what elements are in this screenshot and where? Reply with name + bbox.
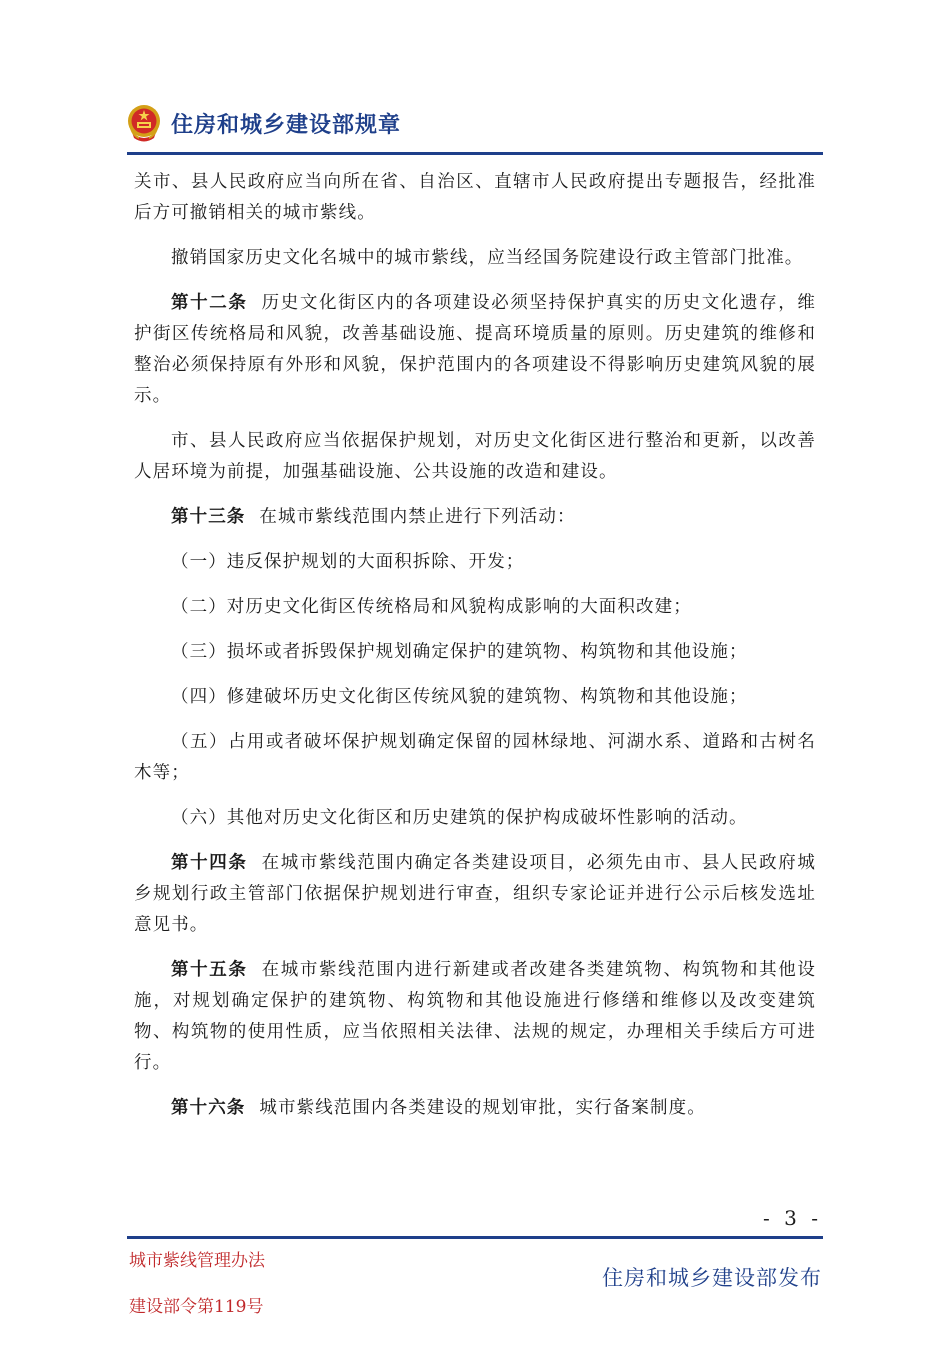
footer-publisher: 住房和城乡建设部发布 bbox=[602, 1266, 822, 1290]
paragraph-text: 市、县人民政府应当依据保护规划，对历史文化街区进行整治和更新，以改善人居环境为前提，加强基础设施、公共设施的改造和建设。 bbox=[134, 431, 816, 482]
paragraph bbox=[134, 1093, 816, 1124]
paragraph-text: 在城市紫线范围内进行新建或者改建各类建筑物、构筑物和其他设施，对规划确定保护的建筑物、构筑物和其他设施进行修缮和维修以及改变建筑物、构筑物的使用性质，应当依照相关法律、法规的规定，办理相关手续后方可进行。 bbox=[134, 960, 816, 1073]
paragraph-text: 撤销国家历史文化名城中的城市紫线，应当经国务院建设行政主管部门批准。 bbox=[171, 248, 804, 268]
paragraph bbox=[134, 288, 816, 412]
article-number: 第十三条 bbox=[171, 507, 246, 527]
national-emblem-icon bbox=[127, 104, 161, 142]
document-body bbox=[134, 167, 816, 1138]
page-number: - 3 - bbox=[763, 1206, 822, 1230]
paragraph bbox=[134, 803, 816, 834]
paragraph-text: （一）违反保护规划的大面积拆除、开发； bbox=[171, 552, 525, 572]
article-number: 第十二条 bbox=[171, 293, 248, 313]
article-number: 第十五条 bbox=[171, 960, 248, 980]
paragraph bbox=[134, 547, 816, 578]
paragraph-text: （五）占用或者破坏保护规划确定保留的园林绿地、河湖水系、道路和古树名木等； bbox=[134, 732, 816, 783]
article-number: 第十六条 bbox=[171, 1098, 246, 1118]
footer-doc-title: 城市紫线管理办法 bbox=[129, 1251, 265, 1271]
paragraph-text: 历史文化街区内的各项建设必须坚持保护真实的历史文化遗存，维护街区传统格局和风貌，改善基础设施、提高环境质量的原则。历史建筑的维修和整治必须保持原有外形和风貌，保护范围内的各项建设不得影响历史建筑风貌的展示。 bbox=[134, 293, 816, 406]
paragraph bbox=[134, 637, 816, 668]
paragraph-text: （六）其他对历史文化街区和历史建筑的保护构成破坏性影响的活动。 bbox=[171, 808, 748, 828]
paragraph bbox=[134, 167, 816, 229]
footer-divider bbox=[127, 1236, 823, 1239]
paragraph bbox=[134, 848, 816, 941]
paragraph-text: 关市、县人民政府应当向所在省、自治区、直辖市人民政府提出专题报告，经批准后方可撤销相关的城市紫线。 bbox=[134, 172, 816, 223]
page-header bbox=[127, 104, 823, 158]
paragraph bbox=[134, 592, 816, 623]
paragraph bbox=[134, 502, 816, 533]
paragraph bbox=[134, 682, 816, 713]
paragraph bbox=[134, 727, 816, 789]
paragraph bbox=[134, 955, 816, 1079]
paragraph-text: （二）对历史文化街区传统格局和风貌构成影响的大面积改建； bbox=[171, 597, 692, 617]
header-title: 住房和城乡建设部规章 bbox=[171, 113, 402, 138]
article-number: 第十四条 bbox=[171, 853, 248, 873]
paragraph bbox=[134, 426, 816, 488]
paragraph-text: （四）修建破坏历史文化街区传统风貌的建筑物、构筑物和其他设施； bbox=[171, 687, 748, 707]
paragraph-text: 城市紫线范围内各类建设的规划审批，实行备案制度。 bbox=[259, 1098, 706, 1118]
paragraph-text: （三）损坏或者拆毁保护规划确定保护的建筑物、构筑物和其他设施； bbox=[171, 642, 748, 662]
footer-order-number: 建设部令第119号 bbox=[129, 1297, 264, 1317]
paragraph bbox=[134, 243, 816, 274]
paragraph-text: 在城市紫线范围内确定各类建设项目，必须先由市、县人民政府城乡规划行政主管部门依据保护规划进行审查，组织专家论证并进行公示后核发选址意见书。 bbox=[134, 853, 816, 935]
paragraph-text: 在城市紫线范围内禁止进行下列活动： bbox=[259, 507, 576, 527]
header-divider bbox=[127, 152, 823, 155]
